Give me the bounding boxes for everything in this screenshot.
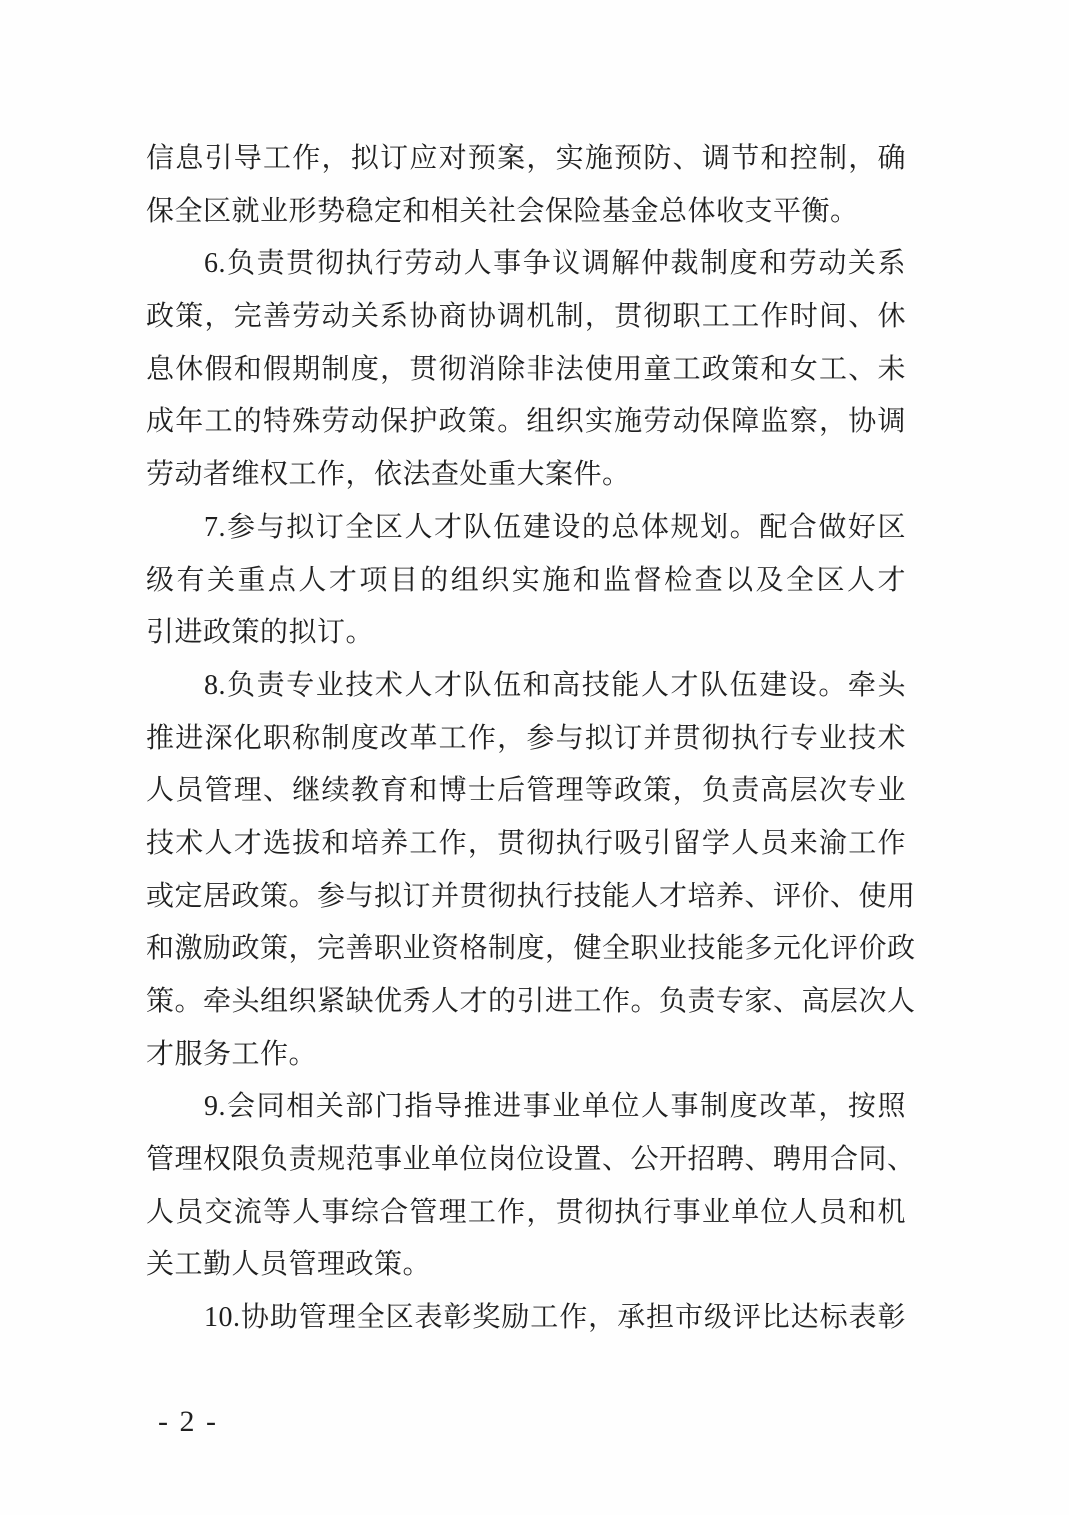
text-line: 息休假和假期制度，贯彻消除非法使用童工政策和女工、未 (146, 353, 906, 385)
text-line: 或定居政策。参与拟订并贯彻执行技能人才培养、评价、使用 (146, 880, 916, 912)
text-line: 人员管理、继续教育和博士后管理等政策，负责高层次专业 (146, 775, 906, 807)
text-line: 政策，完善劳动关系协商协调机制，贯彻职工工作时间、休 (146, 301, 906, 333)
text-line: 7.参与拟订全区人才队伍建设的总体规划。配合做好区 (204, 511, 906, 543)
text-line: 10.协助管理全区表彰奖励工作，承担市级评比达标表彰 (204, 1302, 906, 1334)
text-line: 信息引导工作，拟订应对预案，实施预防、调节和控制，确 (146, 143, 906, 174)
paragraph (146, 238, 906, 501)
paragraph (146, 1081, 916, 1292)
text-line: 技术人才选拔和培养工作，贯彻执行吸引留学人员来渝工作 (146, 827, 906, 859)
document-body (146, 133, 916, 1345)
text-line: 劳动者维权工作，依法查处重大案件。 (146, 459, 631, 491)
text-line: 和激励政策，完善职业资格制度，健全职业技能多元化评价政 (146, 933, 916, 965)
text-line: 策。牵头组织紧缺优秀人才的引进工作。负责专家、高层次人 (146, 986, 916, 1017)
paragraph (146, 502, 906, 660)
page-number: - 2 - (158, 1405, 218, 1438)
paragraph (146, 133, 906, 238)
text-line: 关工勤人员管理政策。 (146, 1249, 432, 1281)
text-line: 6.负责贯彻执行劳动人事争议调解仲裁制度和劳动关系 (204, 248, 906, 280)
text-line: 管理权限负责规范事业单位岗位设置、公开招聘、聘用合同、 (146, 1144, 916, 1176)
text-line: 8.负责专业技术人才队伍和高技能人才队伍建设。牵头 (204, 669, 906, 701)
text-line: 成年工的特殊劳动保护政策。组织实施劳动保障监察，协调 (146, 406, 906, 438)
text-line: 人员交流等人事综合管理工作，贯彻执行事业单位人员和机 (146, 1196, 906, 1228)
text-line: 级有关重点人才项目的组织实施和监督检查以及全区人才 (146, 564, 906, 596)
text-line: 9.会同相关部门指导推进事业单位人事制度改革，按照 (204, 1091, 906, 1123)
text-line: 保全区就业形势稳定和相关社会保险基金总体收支平衡。 (146, 195, 859, 227)
text-line: 引进政策的拟订。 (146, 617, 375, 649)
text-line: 才服务工作。 (146, 1038, 318, 1070)
text-line: 推进深化职称制度改革工作，参与拟订并贯彻执行专业技术 (146, 722, 906, 754)
paragraph (146, 1292, 906, 1345)
paragraph (146, 660, 916, 1082)
